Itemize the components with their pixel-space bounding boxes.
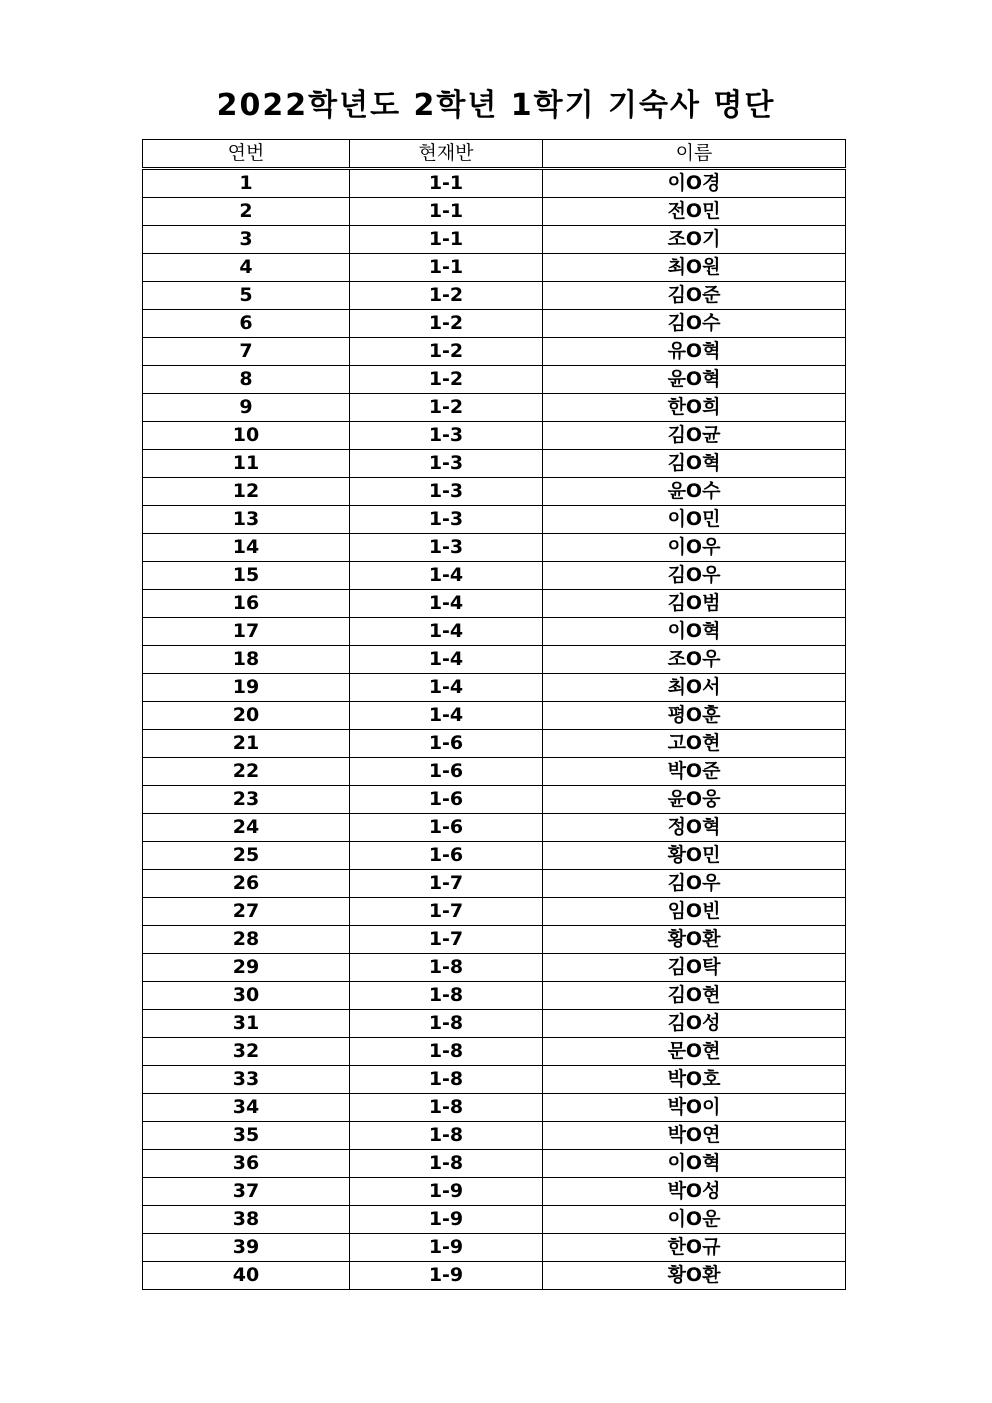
cell-number: 16 xyxy=(143,590,350,618)
table-row xyxy=(143,590,846,618)
cell-current-class: 1-2 xyxy=(350,338,543,366)
table-row xyxy=(143,1262,846,1290)
table-row xyxy=(143,1122,846,1150)
document-title: 2022학년도 2학년 1학기 기숙사 명단 xyxy=(216,88,776,123)
cell-name: 문O현 xyxy=(543,1038,846,1066)
cell-number: 8 xyxy=(143,366,350,394)
table-row xyxy=(143,1094,846,1122)
table-row xyxy=(143,1010,846,1038)
table-row xyxy=(143,478,846,506)
cell-number: 13 xyxy=(143,506,350,534)
table-row xyxy=(143,870,846,898)
cell-number: 20 xyxy=(143,702,350,730)
cell-name: 박O준 xyxy=(543,758,846,786)
table-row xyxy=(143,422,846,450)
cell-current-class: 1-7 xyxy=(350,870,543,898)
cell-name: 김O범 xyxy=(543,590,846,618)
cell-name: 황O환 xyxy=(543,926,846,954)
cell-current-class: 1-8 xyxy=(350,1094,543,1122)
cell-current-class: 1-8 xyxy=(350,982,543,1010)
table-row xyxy=(143,758,846,786)
cell-name: 정O혁 xyxy=(543,814,846,842)
table-row xyxy=(143,506,846,534)
cell-name: 박O이 xyxy=(543,1094,846,1122)
cell-number: 32 xyxy=(143,1038,350,1066)
cell-number: 34 xyxy=(143,1094,350,1122)
cell-name: 김O준 xyxy=(543,282,846,310)
cell-number: 7 xyxy=(143,338,350,366)
cell-number: 1 xyxy=(143,169,350,198)
cell-number: 6 xyxy=(143,310,350,338)
header-name: 이름 xyxy=(543,140,846,169)
cell-number: 38 xyxy=(143,1206,350,1234)
cell-number: 37 xyxy=(143,1178,350,1206)
header-row xyxy=(143,140,846,169)
cell-current-class: 1-4 xyxy=(350,562,543,590)
cell-current-class: 1-7 xyxy=(350,898,543,926)
cell-number: 18 xyxy=(143,646,350,674)
cell-name: 이O운 xyxy=(543,1206,846,1234)
cell-name: 조O기 xyxy=(543,226,846,254)
cell-current-class: 1-7 xyxy=(350,926,543,954)
cell-name: 김O혁 xyxy=(543,450,846,478)
cell-number: 30 xyxy=(143,982,350,1010)
table-header xyxy=(143,140,846,169)
cell-number: 24 xyxy=(143,814,350,842)
cell-name: 조O우 xyxy=(543,646,846,674)
cell-name: 이O민 xyxy=(543,506,846,534)
cell-name: 유O혁 xyxy=(543,338,846,366)
cell-name: 박O호 xyxy=(543,1066,846,1094)
cell-current-class: 1-9 xyxy=(350,1234,543,1262)
cell-number: 28 xyxy=(143,926,350,954)
cell-name: 김O탁 xyxy=(543,954,846,982)
cell-number: 4 xyxy=(143,254,350,282)
cell-current-class: 1-2 xyxy=(350,282,543,310)
cell-name: 이O우 xyxy=(543,534,846,562)
table-row xyxy=(143,730,846,758)
cell-current-class: 1-8 xyxy=(350,1038,543,1066)
cell-name: 김O현 xyxy=(543,982,846,1010)
cell-current-class: 1-3 xyxy=(350,506,543,534)
cell-current-class: 1-6 xyxy=(350,786,543,814)
cell-name: 박O성 xyxy=(543,1178,846,1206)
table-row xyxy=(143,926,846,954)
table-row xyxy=(143,786,846,814)
cell-number: 11 xyxy=(143,450,350,478)
table-body xyxy=(143,169,846,1290)
table-row xyxy=(143,366,846,394)
table-row xyxy=(143,1066,846,1094)
table-row xyxy=(143,450,846,478)
dormitory-roster-table xyxy=(142,139,846,1290)
cell-number: 26 xyxy=(143,870,350,898)
cell-number: 36 xyxy=(143,1150,350,1178)
cell-current-class: 1-8 xyxy=(350,1066,543,1094)
table-row xyxy=(143,394,846,422)
cell-name: 임O빈 xyxy=(543,898,846,926)
cell-name: 윤O웅 xyxy=(543,786,846,814)
cell-number: 23 xyxy=(143,786,350,814)
table-row xyxy=(143,702,846,730)
table-row xyxy=(143,562,846,590)
cell-name: 김O우 xyxy=(543,870,846,898)
cell-number: 17 xyxy=(143,618,350,646)
cell-number: 9 xyxy=(143,394,350,422)
cell-current-class: 1-8 xyxy=(350,1010,543,1038)
cell-number: 31 xyxy=(143,1010,350,1038)
cell-current-class: 1-4 xyxy=(350,590,543,618)
cell-name: 한O희 xyxy=(543,394,846,422)
cell-name: 윤O수 xyxy=(543,478,846,506)
cell-number: 14 xyxy=(143,534,350,562)
table-row xyxy=(143,618,846,646)
cell-current-class: 1-2 xyxy=(350,310,543,338)
cell-name: 김O성 xyxy=(543,1010,846,1038)
cell-name: 김O우 xyxy=(543,562,846,590)
cell-current-class: 1-1 xyxy=(350,198,543,226)
table-row xyxy=(143,338,846,366)
table-row xyxy=(143,842,846,870)
table-row xyxy=(143,310,846,338)
cell-number: 19 xyxy=(143,674,350,702)
cell-number: 27 xyxy=(143,898,350,926)
cell-current-class: 1-6 xyxy=(350,730,543,758)
table-row xyxy=(143,982,846,1010)
cell-current-class: 1-4 xyxy=(350,618,543,646)
cell-name: 이O혁 xyxy=(543,618,846,646)
cell-number: 35 xyxy=(143,1122,350,1150)
cell-number: 22 xyxy=(143,758,350,786)
cell-current-class: 1-1 xyxy=(350,226,543,254)
cell-name: 전O민 xyxy=(543,198,846,226)
cell-number: 25 xyxy=(143,842,350,870)
cell-number: 10 xyxy=(143,422,350,450)
cell-number: 15 xyxy=(143,562,350,590)
table-row xyxy=(143,226,846,254)
cell-number: 33 xyxy=(143,1066,350,1094)
cell-name: 황O민 xyxy=(543,842,846,870)
header-number: 연번 xyxy=(143,140,350,169)
cell-current-class: 1-8 xyxy=(350,1150,543,1178)
table-row xyxy=(143,1178,846,1206)
cell-current-class: 1-1 xyxy=(350,254,543,282)
cell-name: 평O훈 xyxy=(543,702,846,730)
cell-current-class: 1-4 xyxy=(350,702,543,730)
cell-number: 39 xyxy=(143,1234,350,1262)
cell-current-class: 1-4 xyxy=(350,646,543,674)
cell-name: 최O서 xyxy=(543,674,846,702)
cell-current-class: 1-3 xyxy=(350,534,543,562)
cell-name: 이O경 xyxy=(543,169,846,198)
cell-current-class: 1-8 xyxy=(350,954,543,982)
cell-current-class: 1-2 xyxy=(350,394,543,422)
table-row xyxy=(143,282,846,310)
cell-number: 5 xyxy=(143,282,350,310)
cell-current-class: 1-9 xyxy=(350,1206,543,1234)
cell-name: 한O규 xyxy=(543,1234,846,1262)
cell-number: 3 xyxy=(143,226,350,254)
cell-current-class: 1-9 xyxy=(350,1262,543,1290)
table-row xyxy=(143,254,846,282)
cell-number: 21 xyxy=(143,730,350,758)
cell-name: 박O연 xyxy=(543,1122,846,1150)
cell-current-class: 1-6 xyxy=(350,842,543,870)
cell-number: 40 xyxy=(143,1262,350,1290)
cell-name: 김O수 xyxy=(543,310,846,338)
cell-current-class: 1-3 xyxy=(350,422,543,450)
table-row xyxy=(143,1234,846,1262)
cell-current-class: 1-3 xyxy=(350,478,543,506)
table-row xyxy=(143,1038,846,1066)
cell-name: 황O환 xyxy=(543,1262,846,1290)
cell-number: 12 xyxy=(143,478,350,506)
table-row xyxy=(143,1206,846,1234)
cell-current-class: 1-4 xyxy=(350,674,543,702)
table-row xyxy=(143,814,846,842)
table-row xyxy=(143,1150,846,1178)
cell-current-class: 1-9 xyxy=(350,1178,543,1206)
cell-current-class: 1-6 xyxy=(350,758,543,786)
cell-current-class: 1-8 xyxy=(350,1122,543,1150)
cell-current-class: 1-2 xyxy=(350,366,543,394)
cell-number: 29 xyxy=(143,954,350,982)
header-current-class: 현재반 xyxy=(350,140,543,169)
table-row xyxy=(143,674,846,702)
cell-name: 고O현 xyxy=(543,730,846,758)
table-row xyxy=(143,646,846,674)
table-row xyxy=(143,954,846,982)
cell-name: 윤O혁 xyxy=(543,366,846,394)
cell-name: 김O균 xyxy=(543,422,846,450)
table-row xyxy=(143,198,846,226)
cell-current-class: 1-1 xyxy=(350,169,543,198)
cell-number: 2 xyxy=(143,198,350,226)
cell-current-class: 1-6 xyxy=(350,814,543,842)
table-row xyxy=(143,898,846,926)
cell-current-class: 1-3 xyxy=(350,450,543,478)
table-row xyxy=(143,169,846,198)
table-row xyxy=(143,534,846,562)
cell-name: 이O혁 xyxy=(543,1150,846,1178)
cell-name: 최O원 xyxy=(543,254,846,282)
